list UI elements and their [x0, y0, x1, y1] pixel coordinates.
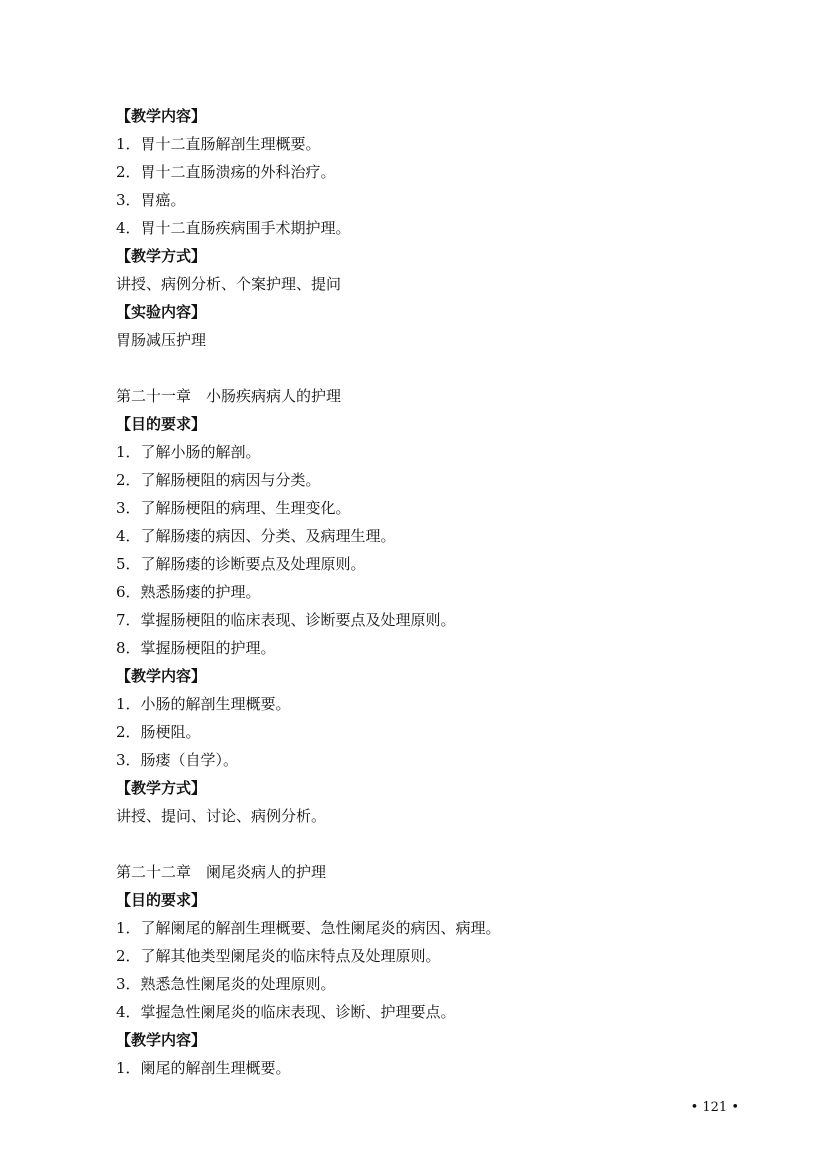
list-item: 4．了解肠瘘的病因、分类、及病理生理。: [116, 527, 396, 545]
chapter-title: 第二十二章 阑尾炎病人的护理: [116, 863, 327, 881]
list-item: 2．了解肠梗阻的病因与分类。: [116, 471, 321, 489]
section-heading: 【教学内容】: [116, 1031, 207, 1049]
list-item: 讲授、提问、讨论、病例分析。: [116, 807, 327, 825]
chapter-22: [116, 858, 756, 1082]
list-item: 胃肠减压护理: [116, 331, 207, 349]
section-heading: 【实验内容】: [116, 303, 207, 321]
list-item: 3．了解肠梗阻的病理、生理变化。: [116, 499, 351, 517]
list-item: 3．熟悉急性阑尾炎的处理原则。: [116, 975, 336, 993]
section-heading: 【教学内容】: [116, 667, 207, 685]
list-item: 7．掌握肠梗阻的临床表现、诊断要点及处理原则。: [116, 611, 456, 629]
list-item: 3．肠瘘（自学）。: [116, 751, 239, 769]
list-item: 1．阑尾的解剖生理概要。: [116, 1059, 291, 1077]
list-item: 1．胃十二直肠解剖生理概要。: [116, 135, 321, 153]
list-item: 8．掌握肠梗阻的护理。: [116, 639, 276, 657]
list-item: 3．胃癌。: [116, 191, 186, 209]
list-item: 1．了解阑尾的解剖生理概要、急性阑尾炎的病因、病理。: [116, 919, 501, 937]
list-item: 1．了解小肠的解剖。: [116, 443, 261, 461]
list-item: 6．熟悉肠瘘的护理。: [116, 583, 261, 601]
list-item: 4．胃十二直肠疾病围手术期护理。: [116, 219, 351, 237]
page-number: • 121 •: [690, 1100, 739, 1115]
section-heading: 【教学内容】: [116, 107, 207, 125]
list-item: 2．胃十二直肠溃疡的外科治疗。: [116, 163, 336, 181]
page-content: [116, 102, 756, 1082]
list-item: 2．肠梗阻。: [116, 723, 201, 741]
list-item: 讲授、病例分析、个案护理、提问: [116, 275, 342, 293]
section-heading: 【教学方式】: [116, 779, 207, 797]
section-heading: 【目的要求】: [116, 891, 207, 909]
list-item: 2．了解其他类型阑尾炎的临床特点及处理原则。: [116, 947, 441, 965]
section-heading: 【目的要求】: [116, 415, 207, 433]
section-heading: 【教学方式】: [116, 247, 207, 265]
chapter-title: 第二十一章 小肠疾病病人的护理: [116, 387, 342, 405]
section-continued: [116, 102, 756, 354]
chapter-21: [116, 382, 756, 830]
list-item: 1．小肠的解剖生理概要。: [116, 695, 291, 713]
list-item: 4．掌握急性阑尾炎的临床表现、诊断、护理要点。: [116, 1003, 456, 1021]
list-item: 5．了解肠瘘的诊断要点及处理原则。: [116, 555, 366, 573]
